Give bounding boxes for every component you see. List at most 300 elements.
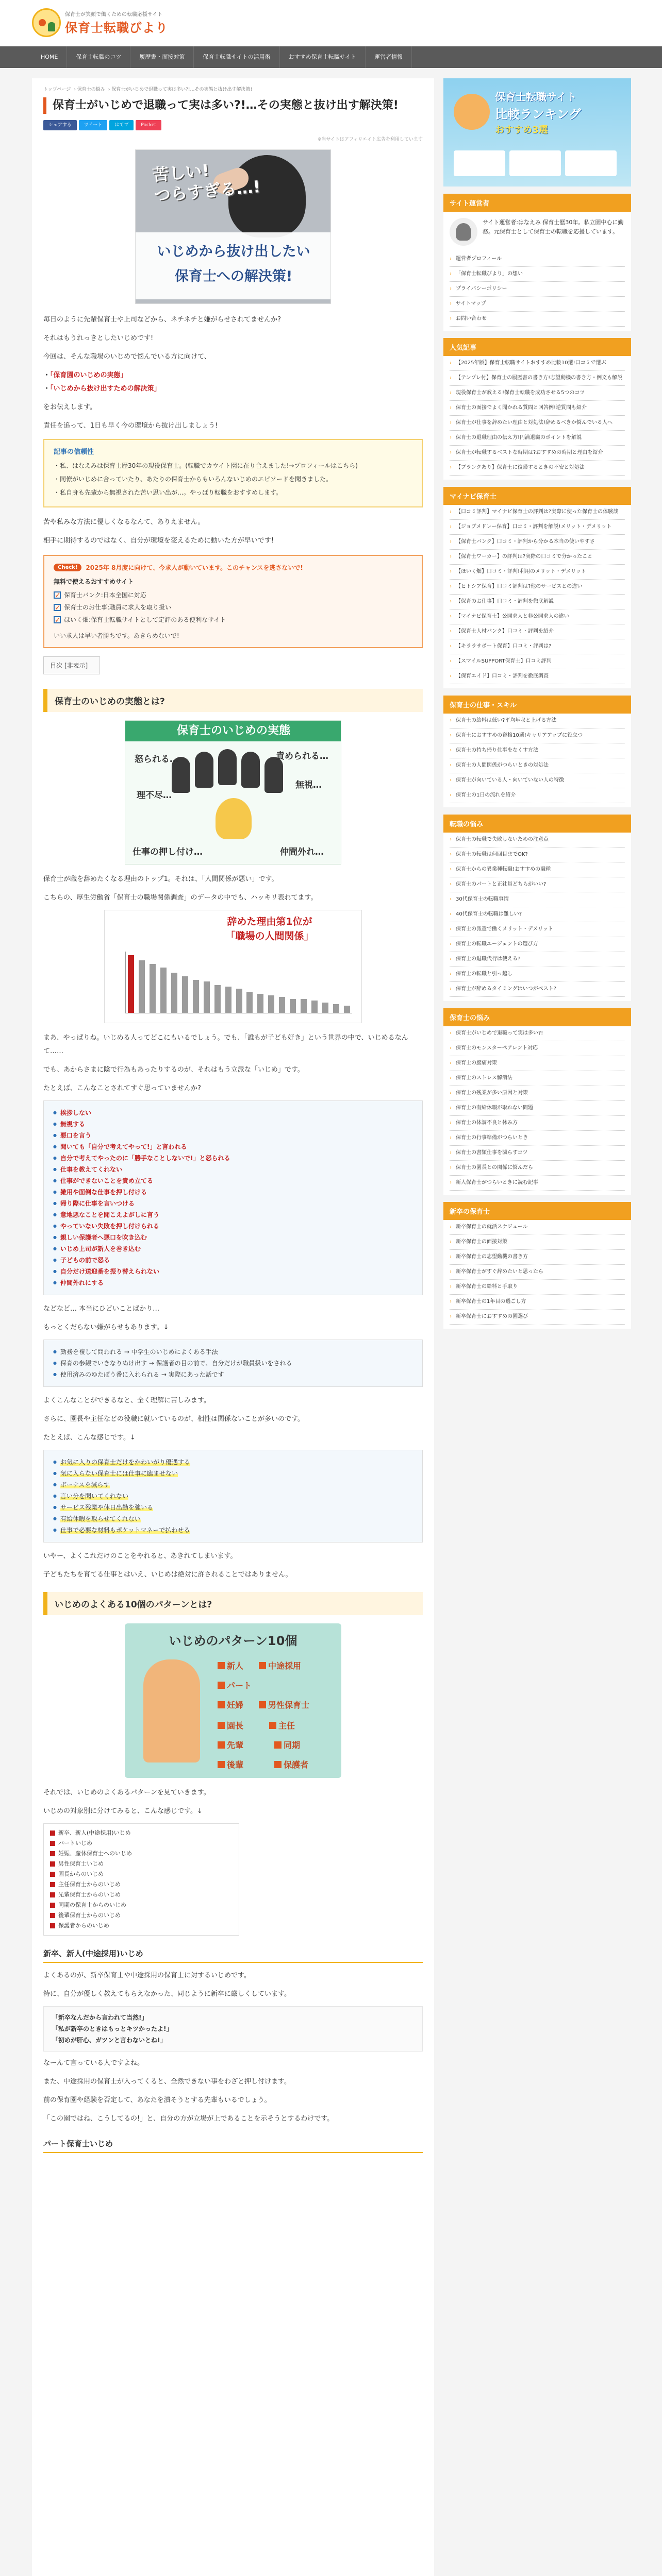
- ranking-links: [443, 505, 631, 688]
- site-header: [0, 0, 662, 46]
- list-item-text: 雑用や面倒な仕事を押し付ける: [60, 1189, 147, 1196]
- sidebar-link[interactable]: › 保育士の面接でよく聞かれる質問と回答例!逆質問も紹介: [450, 401, 625, 416]
- petty-harassment-box: [43, 1340, 423, 1387]
- boss-harassment-list: [53, 1456, 413, 1536]
- sidebar-link[interactable]: › 新卒保育士がすぐ辞めたいと思ったら: [450, 1265, 625, 1280]
- list-item: [53, 1153, 413, 1164]
- hero-band-text: いじめから抜け出したい 保育士への解決策!: [157, 244, 310, 284]
- list-item-text: 自分だけ送迎番を振り替えられない: [60, 1268, 160, 1275]
- patterns-illustration: [125, 1623, 341, 1778]
- sidebar-link[interactable]: › 「保育士転職びより」の想い: [450, 267, 625, 282]
- sidebar-link[interactable]: › 保育士のモンスターペアレント対応: [450, 1041, 625, 1056]
- list-item-text: 気に入らない保育士には仕事に臨ませない: [60, 1470, 178, 1477]
- bullying-list: [53, 1107, 413, 1289]
- pattern-tag: 保護者: [274, 1758, 308, 1770]
- list-item: [53, 1524, 413, 1536]
- body-paragraph: 相手に期待するのではなく、自分が環境を変えるために動いた方が早いです!: [43, 537, 274, 545]
- pattern-tag: 園長: [218, 1719, 243, 1731]
- list-item-text: お気に入りの保育士だけをかわいがり優遇する: [60, 1459, 191, 1466]
- list-item: [53, 1479, 413, 1490]
- nav-item-resume[interactable]: 履歴書・面接対策: [130, 46, 194, 68]
- nav-item-about[interactable]: 運営者情報: [366, 46, 412, 68]
- silhouette-figure: [218, 749, 237, 785]
- chart-bar: [311, 1001, 318, 1013]
- check-item[interactable]: [54, 589, 412, 601]
- list-item: ● 保育の参観でいきなりぬけ出す → 保護者の目の前で、自分だけが職員扱いをされる: [53, 1358, 413, 1369]
- section-heading: 保育士のいじめの実態とは?: [43, 689, 423, 712]
- newcomer-widget: [443, 1202, 631, 1329]
- sidebar: [443, 78, 631, 2576]
- list-item: [53, 1456, 413, 1468]
- chart-bar: [301, 999, 307, 1013]
- widget-title: マイナビ保育士: [443, 487, 631, 505]
- chart-bar: [150, 964, 156, 1013]
- site-tagline: 保育士が笑顔で働くための転職応援サイト: [65, 12, 163, 18]
- profile-text: サイト運営者:はなえみ 保育士歴30年。私立園中心に勤務。元保育士として保育士の転職を応援しています。: [483, 219, 624, 235]
- sidebar-link[interactable]: › 【テンプレ付】保育士の履歴書の書き方!志望動機の書き方・例文も解説: [450, 371, 625, 386]
- body-paragraph: いやー、よくこれだけのことをやれると、あきれてしまいます。: [43, 1552, 237, 1560]
- list-item-text: 仕事を教えてくれない: [60, 1166, 123, 1173]
- logo-mark-icon: [32, 8, 61, 37]
- global-nav: [0, 46, 662, 68]
- list-item: [53, 1198, 413, 1209]
- list-item-text: いじめ上司が新人を巻き込む: [60, 1245, 141, 1252]
- newcomer-links: [443, 1220, 631, 1329]
- body-paragraph: まあ、やっぱりね。いじめる人ってどこにもいるでしょう。でも、「誰もが子ども好き」という世界の中で、いじめるなんて……: [43, 1034, 408, 1055]
- list-item-text: 無視する: [60, 1121, 86, 1128]
- breadcrumb-current: 保育士がいじめで退職って実は多い?!…その実態と抜け出す解決策!: [111, 87, 253, 92]
- sidebar-link[interactable]: › 新卒保育士の1年目の過ごし方: [450, 1295, 625, 1310]
- chart-bar: [139, 960, 145, 1013]
- list-item: [53, 1243, 413, 1255]
- square-bullet-icon: [50, 1831, 55, 1836]
- pattern-tag: パート: [218, 1679, 252, 1691]
- sidebar-link[interactable]: › 保育士の派遣で働くメリット・デメリット: [450, 922, 625, 937]
- list-item: [53, 1209, 413, 1221]
- pattern-toc-item[interactable]: [50, 1879, 233, 1890]
- sidebar-link[interactable]: › 新卒保育士の給料と手取り: [450, 1280, 625, 1295]
- check-item-label[interactable]: ほいく畑:保育士転職サイトとして定評のある便利なサイト: [64, 616, 226, 623]
- nav-item-tips[interactable]: 保育士転職のコツ: [67, 46, 130, 68]
- body-paragraph: たとえば、こんなことされてすぐ思っていませんか?: [43, 1084, 201, 1092]
- pattern-tag: 同期: [274, 1739, 300, 1751]
- topic-tail: をお伝えします。: [43, 403, 96, 411]
- body-paragraph: 「この園ではね、こうしてるの!」と、自分の方が立場が上であることを示そうとするわけです。: [43, 2115, 334, 2123]
- list-item-text: 親しい保護者へ悪口を吹き込む: [60, 1234, 147, 1241]
- table-of-contents[interactable]: 目次 [非表示]: [43, 656, 100, 674]
- sidebar-link[interactable]: › 【キララサポート保育】口コミ・評判は?: [450, 639, 625, 654]
- list-item: [53, 1468, 413, 1479]
- widget-title: 保育士の仕事・スキル: [443, 696, 631, 714]
- checkbox-icon: [54, 604, 61, 611]
- change-widget: [443, 815, 631, 1001]
- share-twitter-button[interactable]: ツイート: [79, 120, 108, 130]
- silhouette-figure: [241, 752, 260, 788]
- worried-girl-figure: [216, 798, 252, 839]
- sidebar-link[interactable]: › 【ほいく畑】口コミ・評判!利用のメリット・デメリット: [450, 565, 625, 580]
- intro-paragraph: それはもうれっきとしたいじめです!: [43, 334, 154, 342]
- chart-bar: [268, 995, 274, 1013]
- sidebar-link[interactable]: › 40代保育士の転職は難しい?: [450, 907, 625, 922]
- patterns-title: いじめのパターン10個: [169, 1634, 297, 1648]
- list-item: [53, 1266, 413, 1277]
- pattern-tag: 男性保育士: [259, 1699, 309, 1710]
- sidebar-link[interactable]: › 保育士の転職エージェントの選び方: [450, 937, 625, 952]
- pattern-toc-label[interactable]: 男性保育士いじめ: [58, 1860, 104, 1867]
- chart-bar: [257, 994, 263, 1013]
- illustration-bubble: 理不尽…: [137, 790, 172, 801]
- pattern-toc-label[interactable]: 妊娠、産休保育士へのいじめ: [58, 1850, 132, 1857]
- sidebar-link[interactable]: › 現役保育士が教える!保育士転職を成功させる5つのコツ: [450, 386, 625, 401]
- square-bullet-icon: [50, 1892, 55, 1897]
- pattern-tag: 中途採用: [259, 1659, 301, 1671]
- checkbox-icon: [54, 616, 61, 623]
- topic-list: [43, 369, 423, 396]
- check-box: [43, 555, 423, 648]
- checkbox-icon: [54, 591, 61, 599]
- bullying-illustration: [125, 720, 341, 865]
- illustration-bubble: 責められる…: [276, 751, 328, 761]
- pattern-toc-item[interactable]: [50, 1910, 233, 1921]
- ranking-widget: [443, 487, 631, 688]
- sidebar-link[interactable]: › 保育士の転職は何回目までOK?: [450, 848, 625, 862]
- section-heading: いじめのよくある10個のパターンとは?: [43, 1592, 423, 1615]
- ranking-banner[interactable]: [443, 78, 631, 187]
- pattern-toc-item[interactable]: [50, 1849, 233, 1859]
- list-item-text: 仕事ができないことを責め立てる: [60, 1177, 154, 1184]
- intro-paragraph: 責任を追って、1日も早く今の環境から抜け出しましょう!: [43, 422, 218, 430]
- list-item: [53, 1277, 413, 1289]
- nav-item-home[interactable]: HOME: [32, 46, 67, 68]
- quote-box: [43, 2006, 423, 2052]
- sidebar-link[interactable]: › 保育士の人間関係がつらいときの対処法: [450, 758, 625, 773]
- list-item: [53, 1107, 413, 1118]
- body-paragraph: たとえば、こんな感じです。↓: [43, 1434, 136, 1442]
- credibility-title: 記事の信頼性: [54, 448, 94, 456]
- pattern-tag: 後輩: [218, 1758, 243, 1770]
- site-logo[interactable]: [32, 7, 202, 38]
- body-paragraph: それでは、いじめのよくあるパターンを見ていきます。: [43, 1789, 210, 1797]
- body-paragraph: もっとくだらない嫌がらせもあります。↓: [43, 1324, 169, 1331]
- sidebar-link[interactable]: › プライバシーポリシー: [450, 282, 625, 297]
- sidebar-link[interactable]: › 保育士が転職するベストな時期は?おすすめの時期と理由を紹介: [450, 446, 625, 461]
- sidebar-link[interactable]: › 保育士の園長との関係に悩んだら: [450, 1161, 625, 1176]
- boss-harassment-box: [43, 1450, 423, 1543]
- crying-person-figure: [143, 1659, 200, 1762]
- nav-item-recommend[interactable]: おすすめ保育士転職サイト: [280, 46, 366, 68]
- pr-note: ※当サイトはアフィリエイト広告を利用しています: [317, 137, 423, 142]
- square-bullet-icon: [50, 1841, 55, 1846]
- chart-plot-area: [125, 952, 352, 1013]
- check-item[interactable]: [54, 614, 412, 626]
- list-item-text: 仲間外れにする: [60, 1279, 104, 1286]
- sidebar-link[interactable]: › 【保育士バンク】口コミ・評判から分かる本当の使いやすさ: [450, 535, 625, 550]
- chart-bar: [182, 976, 188, 1013]
- list-item: ● 勤務を複して問われる → 中学生のいじめによくある手法: [53, 1346, 413, 1358]
- list-item: [53, 1490, 413, 1502]
- chart-bar: [171, 973, 177, 1013]
- share-buttons: [43, 120, 423, 130]
- banner-line: おすすめ3選: [495, 125, 548, 135]
- banner-line: 比較ランキング: [495, 107, 582, 122]
- list-item-text: 帰り際に仕事を言いつける: [60, 1200, 135, 1207]
- list-item: [53, 1164, 413, 1175]
- pattern-tag: 主任: [269, 1719, 295, 1731]
- body-paragraph: いじめの対象別に分けてみると、こんな感じです。↓: [43, 1807, 203, 1815]
- sidebar-link[interactable]: › 【口コミ評判】マイナビ保育士の評判は?実際に使った保育士の体験談: [450, 505, 625, 520]
- body-paragraph: 保育士が職を辞めたくなる理由のトップ1。それは、「人間関係が悪い」です。: [43, 875, 278, 883]
- list-item-text: 言い分を聞いてくれない: [60, 1493, 129, 1500]
- sidebar-link[interactable]: › お問い合わせ: [450, 312, 625, 327]
- share-hatena-button[interactable]: はてブ: [109, 120, 134, 130]
- list-item-text: 意地悪なことを聞こえよがしに言う: [60, 1211, 160, 1218]
- list-item: [53, 1513, 413, 1524]
- pattern-toc-label[interactable]: 先輩保育士からのいじめ: [58, 1891, 121, 1898]
- bullying-list-box: [43, 1100, 423, 1295]
- sidebar-link[interactable]: › 【ブランクあり】保育士に復帰するときの不安と対処法: [450, 461, 625, 476]
- sidebar-link[interactable]: › 【ヒトシア保育】口コミ評判は?他のサービスとの違い: [450, 580, 625, 595]
- chart-bar: [322, 1003, 328, 1013]
- square-bullet-icon: [50, 1913, 55, 1918]
- body-paragraph: よくこんなことができるなと、全く理解に苦しみます。: [43, 1397, 210, 1404]
- sidebar-link[interactable]: › 保育士のストレス解消法: [450, 1071, 625, 1086]
- breadcrumb: トップページ › 保育士の悩み › 保育士がいじめで退職って実は多い?!…その実態と抜け出す解決策!: [43, 87, 253, 92]
- sidebar-link[interactable]: › 【ジョブメドレー保育】口コミ・評判を解説!メリット・デメリット: [450, 520, 625, 535]
- sidebar-link[interactable]: › 【保育士ワーカー】の評判は?実際の口コミで分かったこと: [450, 550, 625, 565]
- body-paragraph: さらに、園長や主任などの役職に就いているのが、相性は関係ないことが多いのです。: [43, 1415, 304, 1423]
- worry-links: [443, 1026, 631, 1195]
- sidebar-link[interactable]: › 運営者プロフィール: [450, 252, 625, 267]
- sidebar-link[interactable]: › 保育士が仕事を辞めたい理由と対処法!辞めるべきか悩んでいる人へ: [450, 416, 625, 431]
- pattern-toc-label[interactable]: パートいじめ: [58, 1840, 92, 1846]
- quote-line: 「初めが肝心、ガツンと言わないとね!」: [52, 2037, 167, 2044]
- breadcrumb-category[interactable]: 保育士の悩み: [77, 87, 105, 92]
- check-badge: Check!: [54, 564, 81, 571]
- illustration-bubble: 仲間外れ…: [280, 847, 324, 857]
- chart-bar: [333, 1004, 339, 1013]
- share-facebook-button[interactable]: シェアする: [43, 120, 77, 130]
- profile-widget: [443, 194, 631, 331]
- sidebar-link[interactable]: › 保育士におすすめの資格10選!キャリアアップに役立つ: [450, 728, 625, 743]
- resignation-reason-chart: [104, 910, 362, 1023]
- illustration-bubble: 無視…: [295, 780, 322, 790]
- tips-links: [443, 714, 631, 807]
- sidebar-link[interactable]: › 保育士の転職で失敗しないための注意点: [450, 833, 625, 848]
- illustration-bubble: 仕事の押し付け…: [133, 847, 203, 857]
- sidebar-link[interactable]: › 保育士の退職理由の伝え方!円満退職のポイントを解説: [450, 431, 625, 446]
- credibility-item: ・ 私自身も先輩から無視された苦い思い出が…。やっぱり転職をおすすめします。: [54, 487, 412, 498]
- chart-bar: [344, 1006, 350, 1013]
- credibility-item: ・ 同僚がいじめに合っていたり、あたりの保育士からもいろんないじめのエピソードを聞きました。: [54, 473, 412, 485]
- bear-mascot-icon: [454, 94, 490, 130]
- sidebar-link[interactable]: › 保育士の退職代行は使える?: [450, 952, 625, 967]
- silhouette-figure: [264, 757, 283, 793]
- sidebar-link[interactable]: › 保育士が向いている人・向いていない人の特徴: [450, 773, 625, 788]
- sidebar-link[interactable]: › 保育士の給料は低い?平均年収と上げる方法: [450, 714, 625, 728]
- widget-title: 転職の悩み: [443, 815, 631, 833]
- site-name: 保育士転職びより: [65, 21, 168, 35]
- body-paragraph: また、中途採用の保育士が入ってくると、全然できない事をわざと押し付けます。: [43, 2078, 291, 2086]
- body-paragraph: 前の保育園や経験を否定して、あなたを潰そうとする先輩もいるでしょう。: [43, 2096, 271, 2104]
- sidebar-link[interactable]: › サイトマップ: [450, 297, 625, 312]
- sidebar-link[interactable]: › 【スマイルSUPPORT保育士】口コミ評判: [450, 654, 625, 669]
- pattern-toc-label[interactable]: 主任保育士からのいじめ: [58, 1881, 121, 1888]
- sidebar-link[interactable]: › 保育士が辞めるタイミングはいつがベスト?: [450, 982, 625, 997]
- credibility-box: [43, 439, 423, 507]
- list-item-text: 自分で考えてやったのに「勝手なことしないで!」と怒られる: [60, 1155, 230, 1162]
- pattern-toc-list: [43, 1823, 239, 1936]
- sidebar-link[interactable]: › 新卒保育士の就活スケジュール: [450, 1220, 625, 1235]
- hero-band: [136, 232, 331, 299]
- list-item: [53, 1255, 413, 1266]
- sidebar-link[interactable]: › 新人保育士がつらいときに読む記事: [450, 1176, 625, 1191]
- banner-logo-chip: [509, 150, 561, 176]
- square-bullet-icon: [50, 1872, 55, 1877]
- credibility-item: ・ 私、はなえみは保育士歴30年の現役保育士。(転職でカウイト園に在り合えました!→プロフィールはこちら): [54, 460, 412, 471]
- square-bullet-icon: [50, 1923, 55, 1928]
- sidebar-link[interactable]: › 保育士の転職と引っ越し: [450, 967, 625, 982]
- list-item-text: サービス残業や休日出勤を強いる: [60, 1504, 154, 1511]
- check-foot: いい求人は早い者勝ちです。あきらめないで!: [54, 632, 179, 639]
- topic-item: ・ 「保育園のいじめの実態」: [43, 369, 423, 382]
- pattern-toc-item[interactable]: [50, 1869, 233, 1879]
- pattern-toc-label[interactable]: 後輩保育士からのいじめ: [58, 1912, 121, 1919]
- sidebar-link[interactable]: › 保育士の残業が多い原因と対策: [450, 1086, 625, 1101]
- sidebar-link[interactable]: › 保育士からの異業種転職!おすすめの職種: [450, 862, 625, 877]
- pattern-toc-label[interactable]: 同期の保育士からのいじめ: [58, 1902, 126, 1908]
- chart-bar: [204, 981, 210, 1013]
- hero-text-top: 苦しい! つらすぎる…!: [151, 160, 261, 206]
- tips-widget: [443, 696, 631, 807]
- quote-line: 「新卒なんだから言われて当然!」: [52, 2014, 148, 2021]
- list-item: [53, 1118, 413, 1130]
- body-paragraph: 苦や私みな方法に優しくなるなんて、ありえません。: [43, 518, 205, 526]
- banner-logo-chip: [454, 150, 505, 176]
- check-item-label[interactable]: 保育士バンク:日本全国に対応: [64, 591, 146, 599]
- body-paragraph: などなど… 本当にひどいことばかり…: [43, 1305, 160, 1313]
- list-item-text: 子どもの前で怒る: [60, 1257, 110, 1264]
- banner-logos: [454, 150, 617, 176]
- list-item: [53, 1232, 413, 1243]
- check-item-label[interactable]: 保育士のお仕事:職員に求人を取り扱い: [64, 604, 172, 611]
- sidebar-link[interactable]: › 新卒保育士の志望動機の書き方: [450, 1250, 625, 1265]
- avatar: [450, 218, 477, 246]
- pattern-toc-label[interactable]: 保護者からのいじめ: [58, 1922, 109, 1929]
- body-paragraph: こちらの、厚生労働省「保育士の職場関係調査」のデータの中でも、ハッキリ表れてます。: [43, 894, 318, 902]
- intro-paragraph: 今回は、そんな職場のいじめで悩んでいる方に向けて、: [43, 353, 211, 361]
- chart-bar: [236, 989, 242, 1013]
- chart-bar: [279, 997, 285, 1013]
- sidebar-link[interactable]: › 30代保育士の転職事情: [450, 892, 625, 907]
- pattern-toc-item[interactable]: [50, 1838, 233, 1849]
- chart-bar: [160, 968, 167, 1013]
- sidebar-link[interactable]: › 保育士のパートと正社員どちらがいい?: [450, 877, 625, 892]
- pattern-tag: 新人: [218, 1659, 243, 1671]
- illustration-banner: 保育士のいじめの実態: [125, 721, 341, 741]
- list-item: [53, 1221, 413, 1232]
- intro-paragraph: 毎日のように先輩保育士や上司などから、ネチネチと嫌がらせされてませんか?: [43, 316, 281, 324]
- list-item-text: やっていない失敗を押し付けられる: [60, 1223, 160, 1230]
- sidebar-link[interactable]: › 保育士の1日の流れを紹介: [450, 788, 625, 803]
- chart-bar: [214, 985, 221, 1013]
- pattern-toc-item[interactable]: [50, 1859, 233, 1869]
- sidebar-link[interactable]: › 【保育エイド】口コミ・評判を徹底調査: [450, 669, 625, 684]
- worry-widget: [443, 1008, 631, 1195]
- pattern-tag: 先輩: [218, 1739, 243, 1751]
- sidebar-link[interactable]: › 保育士の有給休暇が取れない問題: [450, 1101, 625, 1116]
- widget-title: 保育士の悩み: [443, 1008, 631, 1026]
- square-bullet-icon: [50, 1903, 55, 1908]
- nav-item-sites[interactable]: 保育士転職サイトの活用術: [194, 46, 279, 68]
- sidebar-link[interactable]: › 【マイナビ保育士】公開求人と非公開求人の違い: [450, 609, 625, 624]
- pattern-toc-label[interactable]: 園長からのいじめ: [58, 1871, 104, 1877]
- pattern-toc-item[interactable]: [50, 1921, 233, 1931]
- pattern-toc-label[interactable]: 新卒、新人(中途採用)いじめ: [58, 1829, 131, 1836]
- body-paragraph: なーんて言っている人ですよね。: [43, 2059, 144, 2067]
- sidebar-link[interactable]: › 【保育のお仕事】口コミ・評判を徹底解説: [450, 595, 625, 609]
- widget-title: サイト運営者: [443, 194, 631, 212]
- main-content: [32, 78, 434, 2576]
- share-pocket-button[interactable]: Pocket: [136, 120, 161, 130]
- sidebar-link[interactable]: › 保育士の書類仕事を減らすコツ: [450, 1146, 625, 1161]
- sidebar-link[interactable]: › 新卒保育士におすすめの園選び: [450, 1310, 625, 1325]
- pattern-toc-item[interactable]: [50, 1890, 233, 1900]
- banner-line: 保育士転職サイト: [495, 91, 577, 103]
- sidebar-link[interactable]: › 新卒保育士の面接対策: [450, 1235, 625, 1250]
- pattern-toc-item[interactable]: [50, 1828, 233, 1838]
- breadcrumb-home[interactable]: トップページ: [43, 87, 71, 92]
- page-title: 保育士がいじめで退職って実は多い?!…その実態と抜け出す解決策!: [43, 97, 423, 114]
- list-item: [53, 1502, 413, 1513]
- list-item-text: 有給休暇を取らせてくれない: [60, 1515, 141, 1522]
- sidebar-link[interactable]: › 保育士がいじめで退職って実は多い?!: [450, 1026, 625, 1041]
- square-bullet-icon: [50, 1882, 55, 1887]
- subsection-heading: パート保育士いじめ: [43, 2135, 423, 2153]
- list-item: [53, 1141, 413, 1153]
- sidebar-link[interactable]: › 保育士の行事準備がつらいとき: [450, 1131, 625, 1146]
- pattern-toc-item[interactable]: [50, 1900, 233, 1910]
- subsection-heading: 新卒、新人(中途採用)いじめ: [43, 1945, 423, 1963]
- list-item: [53, 1187, 413, 1198]
- chart-bar: [225, 987, 231, 1013]
- list-item-text: 挨拶しない: [60, 1109, 92, 1116]
- banner-logo-chip: [565, 150, 617, 176]
- sidebar-link[interactable]: › 保育士の体調不良と休み方: [450, 1116, 625, 1131]
- sidebar-link[interactable]: › 【保育士人材バンク】口コミ・評判を紹介: [450, 624, 625, 639]
- list-item-text: ボーナスを減らす: [60, 1481, 110, 1488]
- chart-bar: [193, 980, 199, 1013]
- sidebar-link[interactable]: › 保育士の腰痛対策: [450, 1056, 625, 1071]
- popular-widget: [443, 338, 631, 480]
- body-paragraph: でも、あからさまに陰で行為もあったりするのが、それはもう立派な「いじめ」です。: [43, 1066, 304, 1074]
- quote-line: 「私が新卒のときはもっとキツかったよ!」: [52, 2025, 173, 2032]
- square-bullet-icon: [50, 1851, 55, 1856]
- list-item: [53, 1175, 413, 1187]
- list-item-text: 仕事で必要な材料もポケットマネーで払わせる: [60, 1527, 190, 1534]
- list-item-text: 聞いても「自分で考えてやって!」と言われる: [60, 1143, 187, 1150]
- chart-callout: 辞めた理由第1位が 「職場の人間関係」: [225, 916, 314, 942]
- list-item: ● 使用済みのゆたぼう番に入れられる → 実際にあった話です: [53, 1369, 413, 1380]
- pattern-tag: 妊婦: [218, 1699, 243, 1710]
- check-item[interactable]: [54, 601, 412, 614]
- check-lead: 2025年 8月度に向けて、今求人が動いています。このチャンスを逃さないで!: [86, 564, 303, 571]
- sidebar-link[interactable]: › 保育士の持ち帰り仕事をなくす方法: [450, 743, 625, 758]
- sidebar-link[interactable]: › 【2025年版】保育士転職サイトおすすめ比較10選!口コミで選ぶ: [450, 356, 625, 371]
- topic-item: ・ 「いじめから抜け出すための解決策」: [43, 382, 423, 396]
- list-item-text: 悪口を言う: [60, 1132, 92, 1139]
- widget-title: 人気記事: [443, 338, 631, 356]
- square-bullet-icon: [50, 1861, 55, 1867]
